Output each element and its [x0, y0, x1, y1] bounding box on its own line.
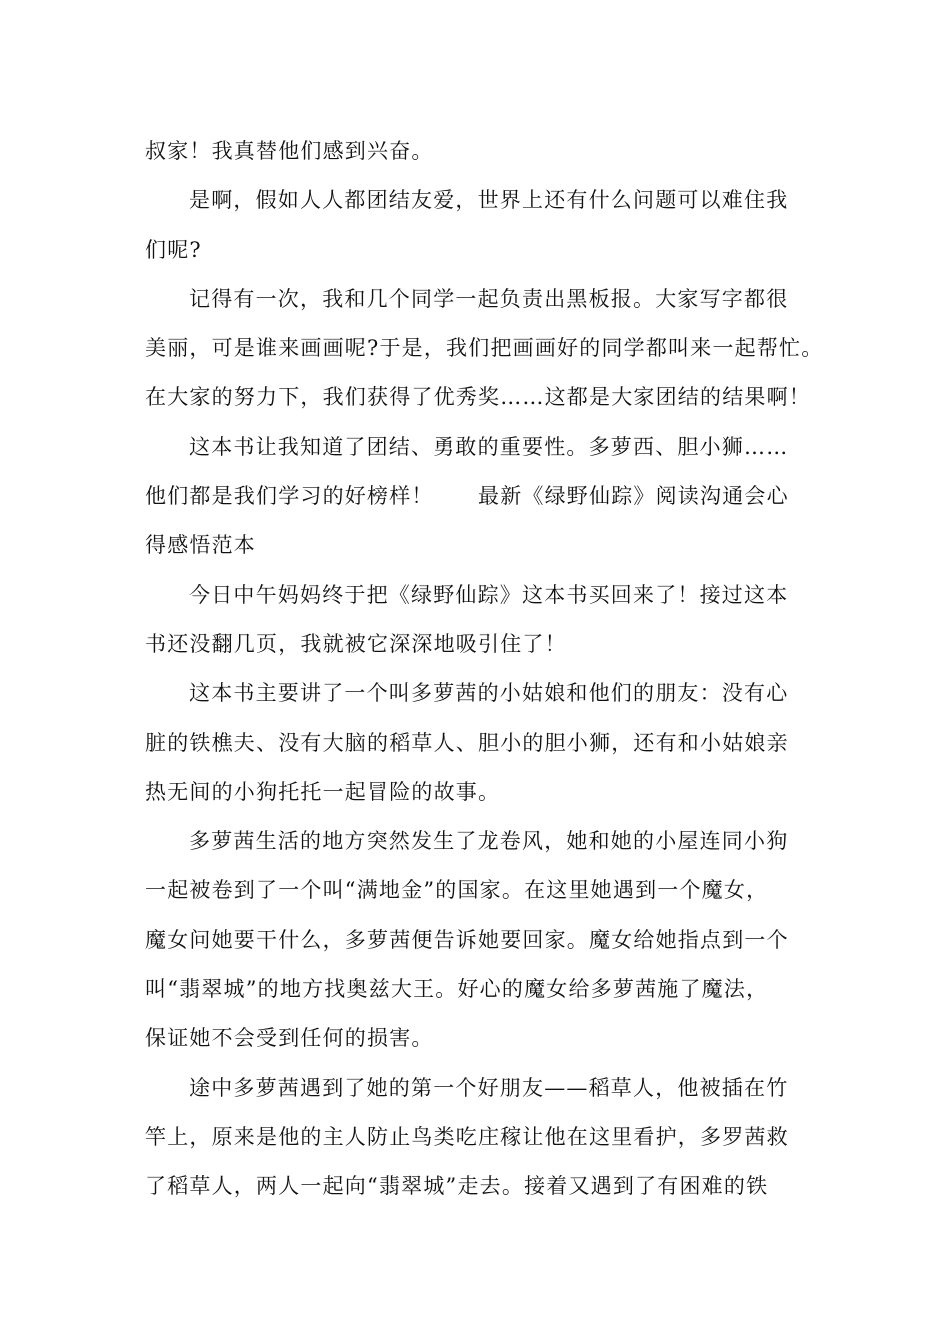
text-line: 了稻草人，两人一起向“翡翠城”走去。接着又遇到了有困难的铁 — [145, 1174, 769, 1199]
document-body — [145, 127, 824, 1212]
text-line: 保证她不会受到任何的损害。 — [145, 1026, 434, 1051]
text-line: 书还没翻几页，我就被它深深地吸引住了！ — [145, 631, 567, 656]
text-line: 是啊，假如人人都团结友爱，世界上还有什么问题可以难住我 — [189, 188, 789, 213]
text-line: 得感悟范本 — [145, 533, 256, 558]
text-line: 叫“翡翠城”的地方找奥兹大王。好心的魔女给多萝茜施了魔法， — [145, 977, 769, 1002]
text-line: 多萝茜生活的地方突然发生了龙卷风，她和她的小屋连同小狗 — [189, 829, 789, 854]
text-line: 途中多萝茜遇到了她的第一个好朋友——稻草人，他被插在竹 — [189, 1075, 789, 1100]
text-line: 在大家的努力下，我们获得了优秀奖……这都是大家团结的结果啊！ — [145, 385, 811, 410]
text-line: 他们都是我们学习的好榜样！ 最新《绿野仙踪》阅读沟通会心 — [145, 484, 789, 509]
text-line: 一起被卷到了一个叫“满地金”的国家。在这里她遇到一个魔女， — [145, 878, 769, 903]
text-line: 美丽，可是谁来画画呢?于是，我们把画画好的同学都叫来一起帮忙。 — [145, 336, 824, 361]
text-line: 魔女问她要干什么，多萝茜便告诉她要回家。魔女给她指点到一个 — [145, 927, 789, 952]
text-line: 这本书主要讲了一个叫多萝茜的小姑娘和他们的朋友：没有心 — [189, 681, 789, 706]
text-line: 这本书让我知道了团结、勇敢的重要性。多萝西、胆小狮…… — [189, 434, 789, 459]
text-line: 记得有一次，我和几个同学一起负责出黑板报。大家写字都很 — [189, 286, 789, 311]
text-line: 叔家！我真替他们感到兴奋。 — [145, 139, 434, 163]
text-line: 们呢? — [145, 237, 202, 262]
text-line: 今日中午妈妈终于把《绿野仙踪》这本书买回来了！接过这本 — [189, 582, 789, 607]
text-line: 脏的铁樵夫、没有大脑的稻草人、胆小的胆小狮，还有和小姑娘亲 — [145, 730, 789, 755]
text-line: 热无间的小狗托托一起冒险的故事。 — [145, 779, 501, 804]
text-line: 竿上，原来是他的主人防止鸟类吃庄稼让他在这里看护，多罗茜救 — [145, 1124, 789, 1149]
